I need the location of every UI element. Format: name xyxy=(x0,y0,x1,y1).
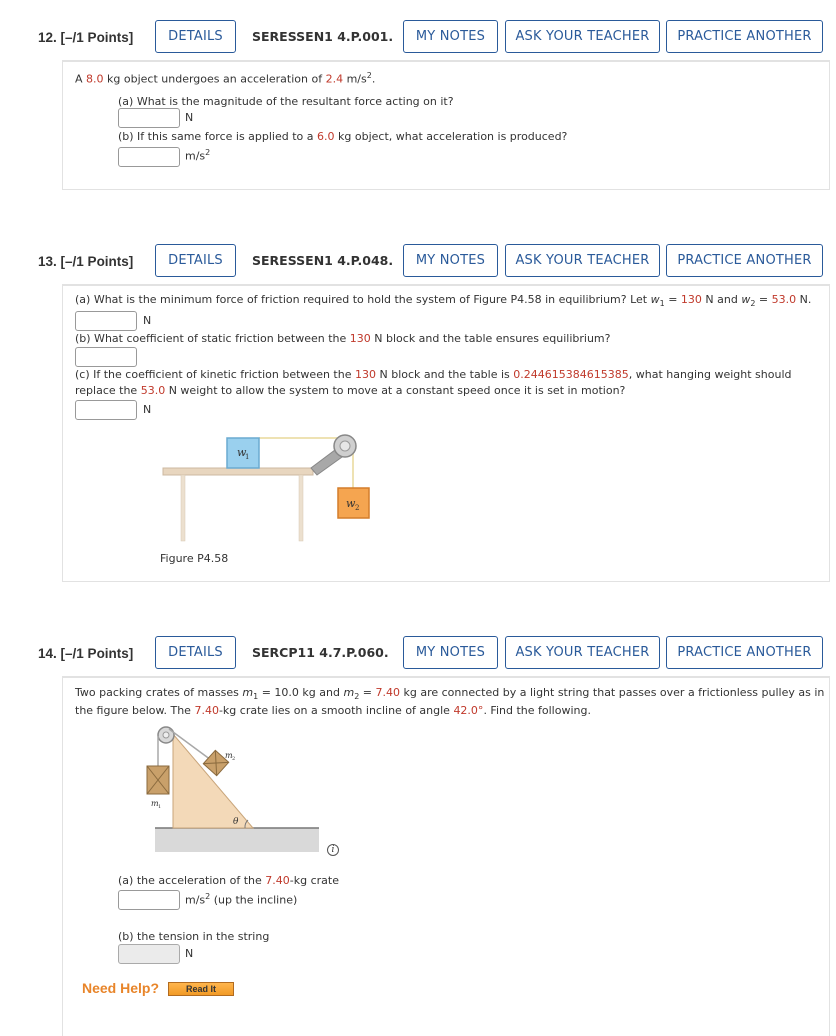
svg-text:1: 1 xyxy=(245,453,250,461)
question-header xyxy=(0,636,836,676)
table-top xyxy=(163,468,313,475)
question-body xyxy=(62,284,830,582)
question-text: Two packing crates of masses $m_1 = 10.0$ kg and $m_2 = 7.40$ kg are connected by a light string that passes over a frictionless pulley as in xyxy=(75,686,825,702)
question-header xyxy=(0,20,836,60)
question-number: 12. [–/1 Points] xyxy=(38,30,134,45)
svg-text:θ: θ xyxy=(233,817,239,827)
question-text: A 8.0 kg object undergoes an acceleration of 2.4 $m/s^2$. xyxy=(75,71,376,86)
practice-another-button[interactable]: PRACTICE ANOTHER xyxy=(666,244,823,277)
part-a-text: (a) the acceleration of the 7.40-kg crate xyxy=(118,874,339,887)
answer-input-a[interactable] xyxy=(118,108,180,128)
incline-figure xyxy=(133,724,353,864)
answer-input-b[interactable] xyxy=(118,147,180,167)
my-notes-button[interactable]: MY NOTES xyxy=(403,20,498,53)
answer-input-b[interactable] xyxy=(75,347,137,367)
answer-input-a[interactable] xyxy=(75,311,137,331)
answer-input-c[interactable] xyxy=(75,400,137,420)
info-icon[interactable]: i xyxy=(327,844,339,856)
question-code: SERESSEN1 4.P.048. xyxy=(252,253,394,268)
svg-text:2: 2 xyxy=(355,504,360,512)
details-button[interactable]: DETAILS xyxy=(155,20,236,53)
answer-input-a[interactable] xyxy=(118,890,180,910)
question-body xyxy=(62,676,830,1036)
details-button[interactable]: DETAILS xyxy=(155,636,236,669)
unit-label: $m/s^2$ xyxy=(185,148,211,163)
svg-text:2: 2 xyxy=(232,756,236,762)
unit-label: N xyxy=(143,314,152,327)
question-text-line2: the figure below. The 7.40-kg crate lies on a smooth incline of angle 42.0°. Find the following. xyxy=(75,704,591,717)
ground xyxy=(155,828,319,852)
incline xyxy=(173,734,253,828)
part-a-text: (a) What is the magnitude of the resultant force acting on it? xyxy=(118,95,454,108)
practice-another-button[interactable]: PRACTICE ANOTHER xyxy=(666,636,823,669)
unit-label: N xyxy=(185,111,194,124)
need-help-label: Need Help? xyxy=(82,980,160,996)
question-code: SERCP11 4.7.P.060. xyxy=(252,645,389,660)
question-number: 14. [–/1 Points] xyxy=(38,646,134,661)
part-a-text: (a) What is the minimum force of friction required to hold the system of Figure P4.58 in equilibrium? Let $w_1 = 130$ N and $w_2 = 53.0$ N. xyxy=(75,293,812,309)
part-c-text: (c) If the coefficient of kinetic friction between the 130 N block and the table is 0.244615384615385, what hanging weight should xyxy=(75,368,792,381)
table-leg xyxy=(299,475,303,541)
svg-text:w: w xyxy=(237,446,247,459)
practice-another-button[interactable]: PRACTICE ANOTHER xyxy=(666,20,823,53)
svg-text:m: m xyxy=(225,751,233,760)
svg-text:m: m xyxy=(151,799,159,808)
ask-teacher-button[interactable]: ASK YOUR TEACHER xyxy=(505,636,660,669)
my-notes-button[interactable]: MY NOTES xyxy=(403,636,498,669)
part-c-text-line2: replace the 53.0 N weight to allow the system to move at a constant speed once it is set in motion? xyxy=(75,384,626,397)
my-notes-button[interactable]: MY NOTES xyxy=(403,244,498,277)
question-number: 13. [–/1 Points] xyxy=(38,254,134,269)
figure-caption: Figure P4.58 xyxy=(160,552,229,565)
table-leg xyxy=(181,475,185,541)
svg-text:w: w xyxy=(346,497,356,510)
question-header xyxy=(0,244,836,284)
part-b-text: (b) If this same force is applied to a 6.0 kg object, what acceleration is produced? xyxy=(118,130,568,143)
svg-text:1: 1 xyxy=(158,804,162,810)
question-body xyxy=(62,60,830,190)
figure-p4-58 xyxy=(159,428,379,546)
unit-label: N xyxy=(185,947,194,960)
unit-label: N xyxy=(143,403,152,416)
ask-teacher-button[interactable]: ASK YOUR TEACHER xyxy=(505,244,660,277)
question-code: SERESSEN1 4.P.001. xyxy=(252,29,394,44)
read-it-button[interactable]: Read It xyxy=(168,982,234,996)
ask-teacher-button[interactable]: ASK YOUR TEACHER xyxy=(505,20,660,53)
details-button[interactable]: DETAILS xyxy=(155,244,236,277)
part-b-text: (b) the tension in the string xyxy=(118,930,270,943)
answer-input-b[interactable] xyxy=(118,944,180,964)
unit-label: $m/s^2$ (up the incline) xyxy=(185,892,298,907)
part-b-text: (b) What coefficient of static friction between the 130 N block and the table ensures equilibrium? xyxy=(75,332,611,345)
